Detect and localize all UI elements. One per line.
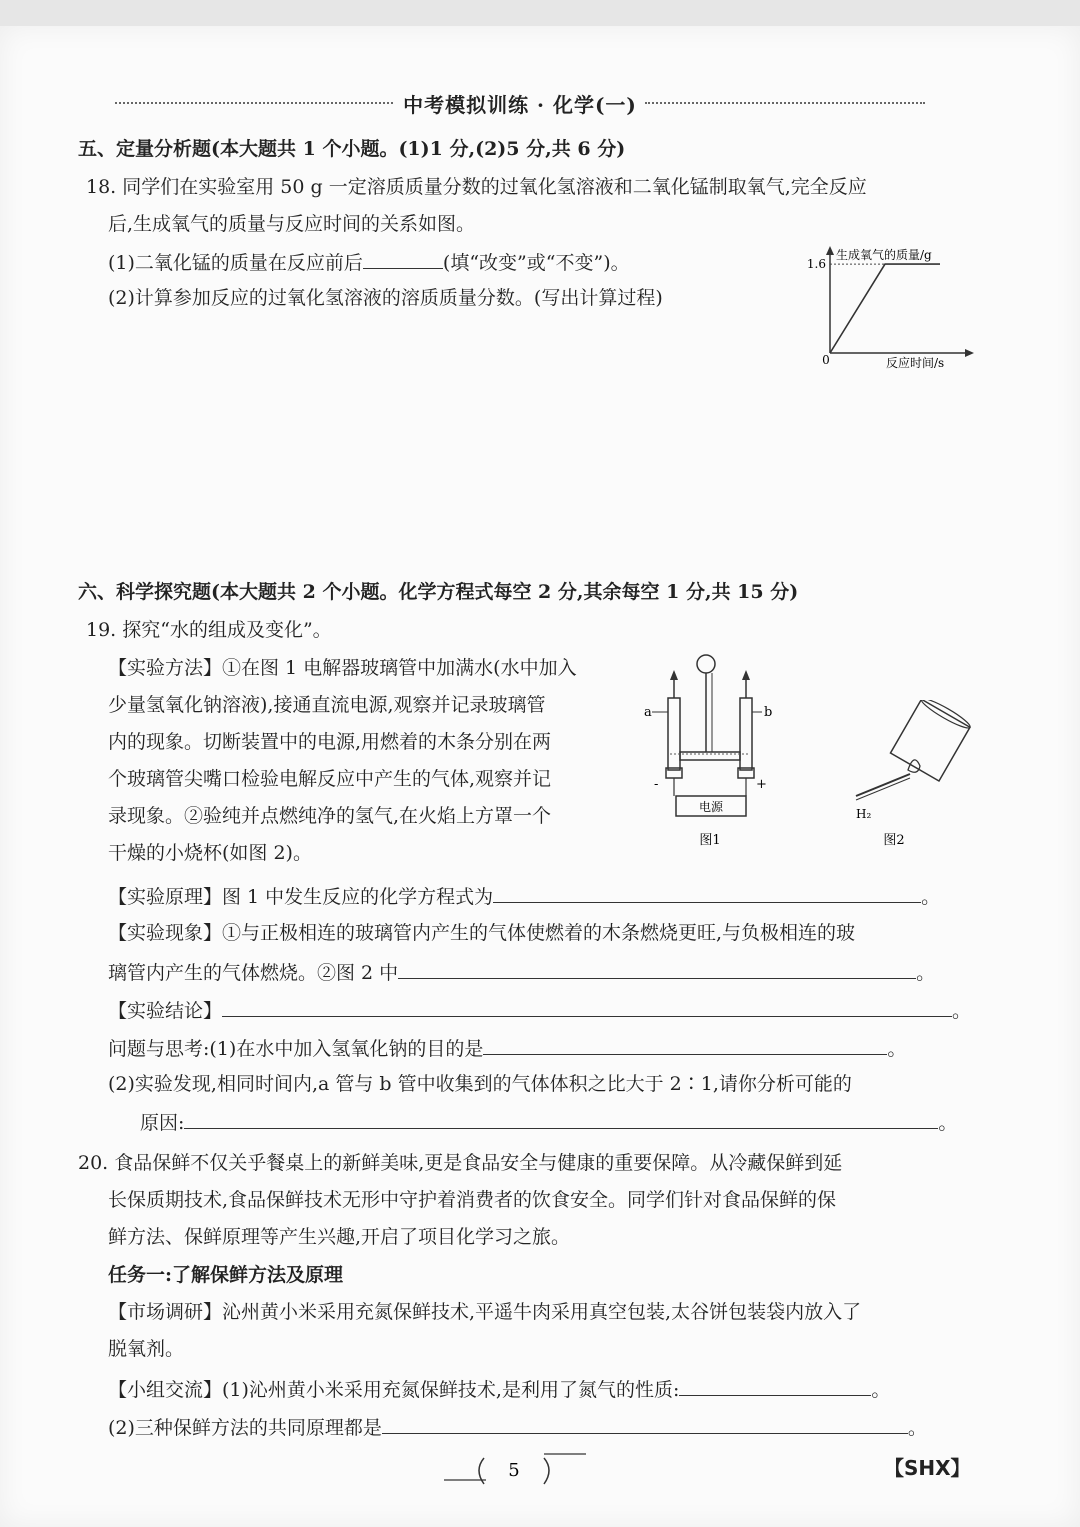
y-tick-label: 1.6 — [806, 257, 826, 272]
q20-group1 — [108, 1375, 890, 1403]
q18-part1-answer-blank[interactable] — [363, 248, 443, 269]
plus-label: + — [756, 777, 767, 792]
q19-method-line5: 录现象。②验纯并点燃纯净的氢气,在火焰上方罩一个 — [108, 805, 552, 827]
q19-think1 — [108, 1034, 906, 1062]
page-number: 5 — [508, 1460, 520, 1481]
x-axis-label: 反应时间/s — [886, 356, 945, 370]
q20-survey-line1: 【市场调研】沁州黄小米采用充氮保鲜技术,平遥牛肉采用真空包装,太谷饼包装袋内放入了 — [108, 1301, 862, 1323]
series-line-oxygen-mass — [830, 264, 940, 353]
q19-phenomenon-text: 璃管内产生的气体燃烧。②图 2 中 — [108, 962, 399, 984]
q18-part2: (2)计算参加反应的过氧化氢溶液的溶质质量分数。(写出计算过程) — [108, 287, 663, 309]
q20-group1-text: 【小组交流】(1)沁州黄小米采用充氮保鲜技术,是利用了氮气的性质: — [108, 1379, 680, 1401]
q20-group2-text: (2)三种保鲜方法的共同原理都是 — [108, 1417, 382, 1439]
q19-principle-text: 【实验原理】图 1 中发生反应的化学方程式为 — [108, 886, 494, 908]
x-axis-arrow — [965, 349, 974, 357]
figure1-caption: 图1 — [699, 833, 721, 848]
period: 。 — [871, 1379, 891, 1401]
q19-method-line6: 干燥的小烧杯(如图 2)。 — [108, 842, 312, 864]
browser-top-bar — [0, 0, 1080, 27]
q19-method-line3: 内的现象。切断装置中的电源,用燃着的木条分别在两 — [108, 731, 552, 753]
q20-line2: 长保质期技术,食品保鲜技术无形中守护着消费者的饮食安全。同学们针对食品保鲜的保 — [108, 1189, 837, 1211]
q19-phenomenon-line2 — [108, 958, 935, 986]
q19-title: 19. 探究“水的组成及变化”。 — [86, 619, 332, 641]
q18-part1-text: (1)二氧化锰的质量在反应前后 — [108, 252, 363, 274]
page-number-mark — [440, 1450, 590, 1490]
beaker — [890, 700, 969, 781]
power-label: 电源 — [698, 800, 724, 814]
minus-label: - — [654, 777, 659, 792]
q19-think2-line1: (2)实验发现,相同时间内,a 管与 b 管中收集到的气体体积之比大于 2∶1,请你分析可能的 — [108, 1073, 852, 1095]
q19-phenomenon-line1: 【实验现象】①与正极相连的玻璃管内产生的气体使燃着的木条燃烧更旺,与负极相连的玻 — [108, 922, 856, 944]
q18-part1 — [108, 248, 630, 276]
q19-think2-line2 — [140, 1108, 957, 1136]
q19-think2-blank[interactable] — [184, 1108, 938, 1129]
period: 。 — [916, 962, 936, 984]
funnel-bulb — [697, 655, 715, 673]
q19-principle — [108, 882, 940, 910]
valve-b — [742, 670, 750, 680]
tube-b — [740, 698, 752, 770]
q20-line3: 鲜方法、保鲜原理等产生兴趣,开启了项目化学习之旅。 — [108, 1226, 571, 1248]
origin-label: 0 — [822, 353, 830, 367]
page-header — [115, 89, 925, 117]
period: 。 — [907, 1417, 927, 1439]
q19-method-line4: 个玻璃管尖嘴口检验电解反应中产生的气体,观察并记 — [108, 768, 552, 790]
gas-nozzle — [856, 774, 910, 796]
figure2-hydrogen-flame — [840, 700, 980, 850]
q20-group2 — [108, 1413, 927, 1441]
period: 。 — [921, 886, 941, 908]
y-axis-label: 生成氧气的质量/g — [836, 248, 932, 262]
q20-group1-blank[interactable] — [679, 1375, 871, 1396]
valve-a — [670, 670, 678, 680]
connector-tube — [680, 752, 740, 760]
section5-heading: 五、定量分析题(本大题共 1 个小题。(1)1 分,(2)5 分,共 6 分) — [78, 138, 626, 160]
page-title: 中考模拟训练 · 化学(一) — [403, 93, 637, 117]
q19-think1-text: 问题与思考:(1)在水中加入氢氧化钠的目的是 — [108, 1038, 484, 1060]
q19-think2-text: 原因: — [140, 1112, 185, 1134]
tube-a — [668, 698, 680, 770]
period: 。 — [887, 1038, 907, 1060]
q19-equation-blank[interactable] — [493, 882, 921, 903]
q19-method-line2: 少量氢氧化钠溶液),接通直流电源,观察并记录玻璃管 — [108, 694, 546, 716]
y-axis-arrow — [826, 246, 834, 255]
q18-line2: 后,生成氧气的质量与反应时间的关系如图。 — [108, 213, 476, 235]
oxygen-mass-chart — [790, 238, 980, 378]
q19-conclusion-text: 【实验结论】 — [108, 1000, 223, 1022]
period: 。 — [952, 1000, 972, 1022]
q18-line1: 18. 同学们在实验室用 50 g 一定溶质质量分数的过氧化氢溶液和二氧化锰制取氧气,完全反应 — [86, 176, 867, 198]
figure1-electrolysis-apparatus — [640, 650, 780, 850]
q20-survey-line2: 脱氧剂。 — [108, 1338, 185, 1360]
tube-b-label: b — [764, 705, 773, 720]
tube-a-label: a — [644, 705, 652, 720]
q18-part1-hint: (填“改变”或“不变”)。 — [442, 252, 630, 274]
figure2-caption: 图2 — [883, 833, 905, 848]
q19-conclusion-blank[interactable] — [222, 996, 952, 1017]
q19-think1-blank[interactable] — [483, 1034, 887, 1055]
q19-method-line1: 【实验方法】①在图 1 电解器玻璃管中加满水(水中加入 — [108, 657, 577, 679]
q20-line1: 20. 食品保鲜不仅关乎餐桌上的新鲜美味,更是食品安全与健康的重要保障。从冷藏保鲜到延 — [78, 1152, 843, 1174]
section6-heading: 六、科学探究题(本大题共 2 个小题。化学方程式每空 2 分,其余每空 1 分,共 15 分) — [78, 581, 799, 603]
q20-task1: 任务一:了解保鲜方法及原理 — [108, 1264, 344, 1286]
period: 。 — [938, 1112, 958, 1134]
q19-conclusion — [108, 996, 971, 1024]
paper-code: 【SHX】 — [884, 1456, 971, 1480]
q20-group2-blank[interactable] — [382, 1413, 908, 1434]
q19-phenomenon-blank[interactable] — [398, 958, 916, 979]
header-dotted-rule-left — [115, 102, 393, 104]
header-dotted-rule-right — [645, 102, 925, 104]
h2-label: H₂ — [856, 807, 872, 821]
